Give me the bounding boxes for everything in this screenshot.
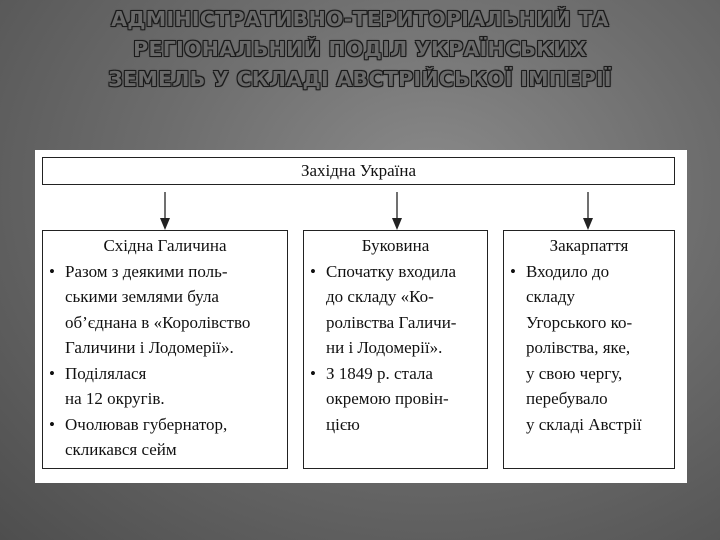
bullet-list [47,259,283,463]
column-heading: Закарпаття [549,236,629,255]
bullet-line: Угорського ко- [526,312,633,332]
bullet-line: на 12 округів. [65,389,165,408]
column-east-galicia [42,230,288,469]
bullet-line: у свою чергу, [526,363,623,383]
title-line: ЗЕМЕЛЬ У СКЛАДІ АВСТРІЙСЬКОЇ ІМПЕРІЇ [108,67,612,91]
arrow-head [583,218,593,230]
title-line: РЕГІОНАЛЬНИЙ ПОДІЛ УКРАЇНСЬКИХ [133,37,587,61]
bullet-item [47,412,283,463]
bullet-line: ни і Лодомерії». [326,338,443,357]
arrow-head [392,218,402,230]
column-heading: Буковина [361,236,430,255]
bullet-item [308,259,483,361]
bullet-line: окремою провін- [326,389,449,408]
bullet-line: перебувало [526,389,608,408]
column-bukovina [303,230,488,469]
bullet-list [308,259,483,438]
bullet-list [508,259,670,438]
bullet-line: скликався сейм [65,440,177,459]
bullet-line: у складі Австрії [526,414,642,434]
bullet-line: • Входило до [526,261,610,281]
bullet-line: • Поділялася [65,363,147,383]
connector-arrows [35,150,687,232]
bullet-line: ролівства, яке, [526,338,631,357]
bullet-line: ськими землями була [65,287,219,306]
bullet-line: • Очолював губернатор, [65,414,228,434]
diagram-frame [35,150,687,483]
bullet-line: цією [326,414,360,434]
bullet-line: об’єднана в «Королівство [65,312,251,332]
column-transcarpathia [503,230,675,469]
slide-title [0,4,720,94]
bullet-line: ролівства Галичи- [326,312,457,332]
root-box: Західна Україна [42,157,675,185]
bullet-item [47,361,283,412]
bullet-line: до складу «Ко- [326,287,434,306]
column-heading: Східна Галичина [103,236,227,255]
bullet-line: • Спочатку входила [326,261,457,281]
bullet-line: • Разом з деякими поль- [65,261,228,281]
bullet-line: Галичини і Лодомерії». [65,338,234,357]
bullet-item [47,259,283,361]
bullet-line: складу [526,287,575,306]
bullet-item [308,361,483,438]
bullet-line: • З 1849 р. стала [326,363,433,383]
arrow-head [160,218,170,230]
bullet-item [508,259,670,438]
title-line: АДМІНІСТРАТИВНО-ТЕРИТОРІАЛЬНИЙ ТА [111,7,609,31]
